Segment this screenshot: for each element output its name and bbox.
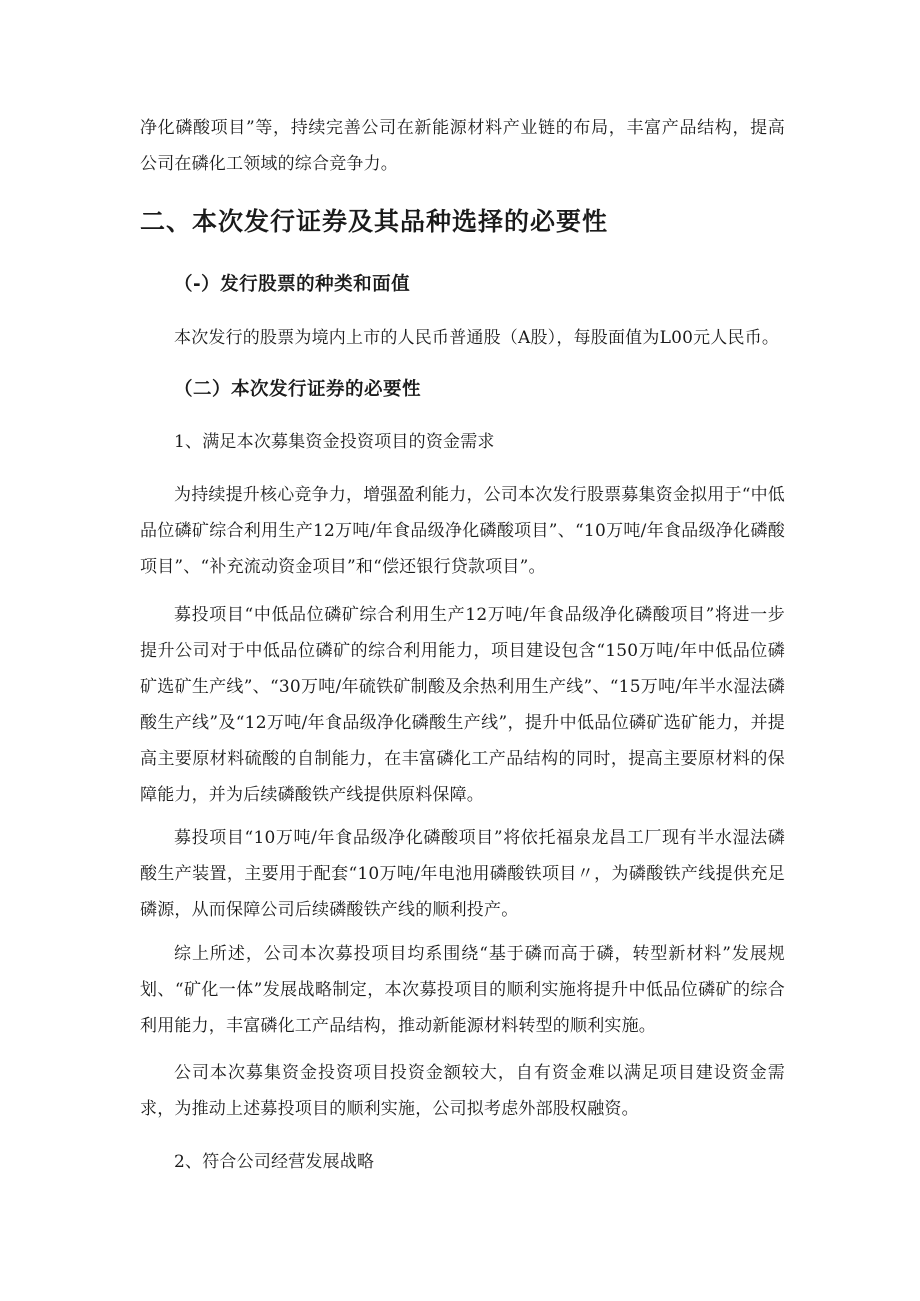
subsection-heading-2: （二）本次发行证券的必要性: [174, 379, 422, 400]
item-2-heading: 2、符合公司经营发展战略: [174, 1152, 375, 1172]
paragraph-funds-usage: 为持续提升核心竞争力，增强盈利能力，公司本次发行股票募集资金拟用于“中低品位磷矿综合利用生产12万吨/年食品级净化磷酸项目”、“10万吨/年食品级净化磷酸项目”、“补充流动资金项目”和“偿还银行贷款项目”。: [140, 485, 785, 577]
item-1-heading: 1、满足本次募集资金投资项目的资金需求: [174, 432, 495, 452]
paragraph-financing: 公司本次募集资金投资项目投资金额较大，自有资金难以满足项目建设资金需求，为推动上述募投项目的顺利实施，公司拟考虑外部股权融资。: [140, 1063, 785, 1119]
paragraph-summary: 综上所述，公司本次募投项目均系围绕“基于磷而高于磷，转型新材料”发展规划、“矿化一体”发展战略制定，本次募投项目的顺利实施将提升中低品位磷矿的综合利用能力，丰富磷化工产品结构，推动新能源材料转型的顺利实施。: [140, 944, 785, 1036]
paragraph-project-1: 募投项目“中低品位磷矿综合利用生产12万吨/年食品级净化磷酸项目”将进一步提升公司对于中低品位磷矿的综合利用能力，项目建设包含“150万吨/年中低品位磷矿选矿生产线”、“30万吨/年硫铁矿制酸及余热利用生产线”、“15万吨/年半水湿法磷酸生产线”及“12万吨/年食品级净化磷酸生产线”，提升中低品位磷矿选矿能力，并提高主要原材料硫酸的自制能力，在丰富磷化工产品结构的同时，提高主要原材料的保障能力，并为后续磷酸铁产线提供原料保障。: [140, 605, 785, 805]
section-heading: 二、本次发行证券及其品种选择的必要性: [140, 207, 609, 236]
subsection-heading-1: （-）发行股票的种类和面值: [174, 274, 411, 295]
share-type-paragraph: 本次发行的股票为境内上市的人民币普通股（A股），每股面值为L00元人民币。: [174, 328, 780, 348]
paragraph-project-2: 募投项目“10万吨/年食品级净化磷酸项目”将依托福泉龙昌工厂现有半水湿法磷酸生产装置，主要用于配套“10万吨/年电池用磷酸铁项目〃，为磷酸铁产线提供充足磷源，从而保障公司后续磷酸铁产线的顺利投产。: [140, 828, 785, 920]
continuation-paragraph: 净化磷酸项目”等，持续完善公司在新能源材料产业链的布局，丰富产品结构，提高公司在磷化工领域的综合竞争力。: [140, 118, 785, 174]
